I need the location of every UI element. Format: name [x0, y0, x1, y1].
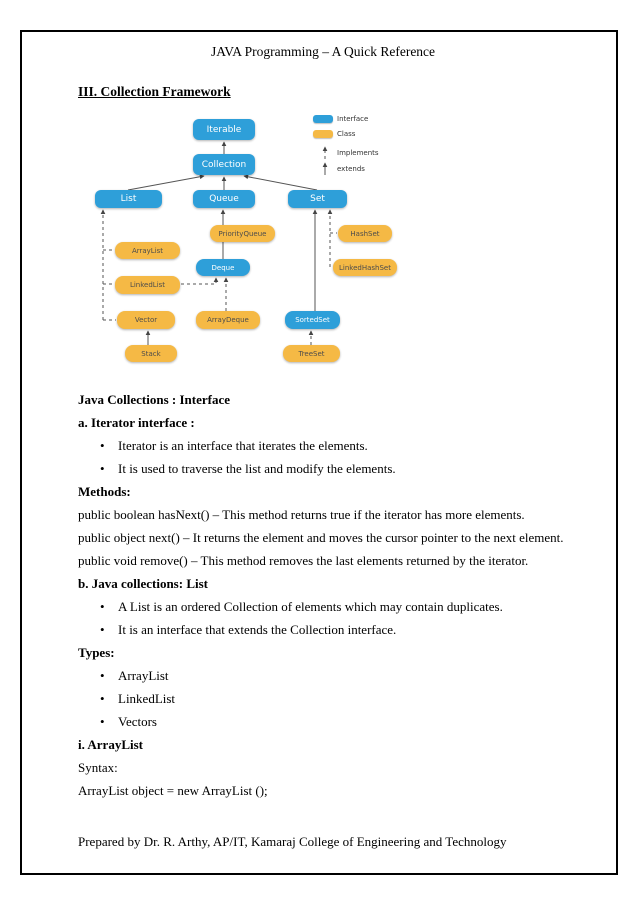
- legend-class-label: Class: [337, 130, 356, 138]
- methods-heading: Methods:: [78, 484, 131, 499]
- diagram-node-vector: Vector: [117, 311, 175, 329]
- arraylist-heading: i. ArrayList: [78, 737, 143, 752]
- bullet-item: [78, 664, 568, 687]
- syntax-label: Syntax:: [78, 760, 118, 775]
- diagram-node-linkedhashset: LinkedHashSet: [333, 259, 397, 276]
- diagram-node-deque: Deque: [196, 259, 250, 276]
- diagram-node-set: Set: [288, 190, 347, 208]
- diagram-node-treeset: TreeSet: [283, 345, 340, 362]
- subheading-iterator-interface: a. Iterator interface :: [78, 415, 195, 430]
- bullet-text: Iterator is an interface that iterates the elements.: [118, 438, 368, 453]
- document-page: [20, 30, 618, 875]
- method-line: public void remove() – This method removes the last elements returned by the iterator.: [78, 553, 529, 568]
- document-body: [78, 388, 568, 802]
- section-heading: III. Collection Framework: [78, 84, 231, 99]
- legend-interface-swatch: [313, 115, 333, 123]
- legend-interface-label: Interface: [337, 115, 369, 123]
- legend-class-swatch: [313, 130, 333, 138]
- bullet-item: [78, 595, 568, 618]
- bullet-text: It is used to traverse the list and modify the elements.: [118, 461, 396, 476]
- diagram-node-collection: Collection: [193, 154, 255, 175]
- diagram-node-priorityqueue: PriorityQueue: [210, 225, 275, 242]
- bullet-text: Vectors: [118, 714, 157, 729]
- diagram-node-arraydeque: ArrayDeque: [196, 311, 260, 329]
- diagram-node-queue: Queue: [193, 190, 255, 208]
- collection-framework-diagram: [78, 112, 558, 374]
- page-title: JAVA Programming – A Quick Reference: [210, 44, 436, 59]
- diagram-node-iterable: Iterable: [193, 119, 255, 140]
- diagram-node-arraylist: ArrayList: [115, 242, 180, 259]
- diagram-node-list: List: [95, 190, 162, 208]
- method-line: public object next() – It returns the element and moves the cursor pointer to the next element.: [78, 530, 564, 545]
- diagram-node-stack: Stack: [125, 345, 177, 362]
- subheading-collections-list: b. Java collections: List: [78, 576, 208, 591]
- syntax-code: ArrayList object = new ArrayList ();: [78, 783, 268, 798]
- legend-extends-label: extends: [337, 165, 365, 173]
- bullet-item: [78, 618, 568, 641]
- page-footer: Prepared by Dr. R. Arthy, AP/IT, Kamaraj College of Engineering and Technology: [78, 834, 507, 849]
- bullet-text: A List is an ordered Collection of elements which may contain duplicates.: [118, 599, 503, 614]
- method-line: public boolean hasNext() – This method returns true if the iterator has more elements.: [78, 507, 525, 522]
- types-heading: Types:: [78, 645, 115, 660]
- diagram-node-hashset: HashSet: [338, 225, 392, 242]
- bullet-item: [78, 434, 568, 457]
- bullet-text: It is an interface that extends the Collection interface.: [118, 622, 397, 637]
- diagram-node-linkedlist: LinkedList: [115, 276, 180, 294]
- bullet-text: ArrayList: [118, 668, 169, 683]
- legend-implements-label: Implements: [337, 149, 379, 157]
- diagram-node-sortedset: SortedSet: [285, 311, 340, 329]
- bullet-item: [78, 457, 568, 480]
- bullet-item: [78, 687, 568, 710]
- subheading-collections-interface: Java Collections : Interface: [78, 392, 230, 407]
- bullet-text: LinkedList: [118, 691, 176, 706]
- bullet-item: [78, 710, 568, 733]
